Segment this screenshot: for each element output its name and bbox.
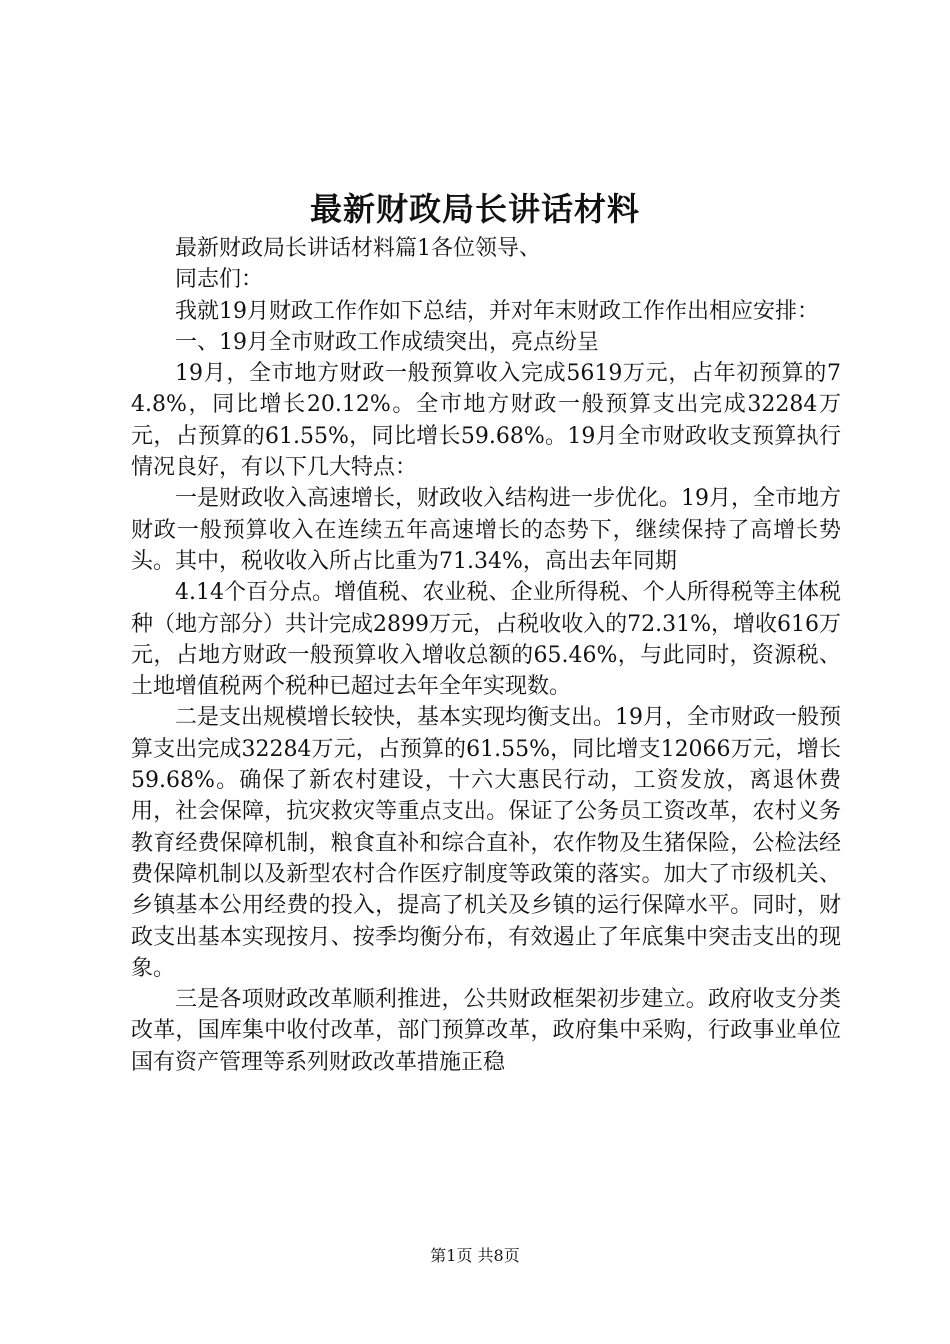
page-number-footer: 第1页 共8页	[430, 1246, 520, 1265]
document-body	[131, 233, 841, 1078]
document-title: 最新财政局长讲话材料	[309, 190, 640, 228]
paragraph-feature-1-cont: 4.14个百分点。增值税、农业税、企业所得税、个人所得税等主体税种（地方部分）共计完成2899万元，占税收收入的72.31%，增收616万元，占地方财政一般预算收入增收总额的65.46%，与此同时，资源税、土地增值税两个税种已超过去年全年实现数。	[131, 580, 841, 700]
paragraph-opening: 我就19月财政工作作如下总结，并对年末财政工作作出相应安排：	[175, 298, 819, 324]
paragraph-feature-1: 一是财政收入高速增长，财政收入结构进一步优化。19月，全市地方财政一般预算收入在连续五年高速增长的态势下，继续保持了高增长势头。其中，税收收入所占比重为71.34%，高出去年同期	[131, 486, 841, 574]
paragraph-feature-3: 三是各项财政改革顺利推进，公共财政框架初步建立。政府收支分类改革，国库集中收付改革，部门预算改革，政府集中采购，行政事业单位国有资产管理等系列财政改革措施正稳	[131, 987, 841, 1075]
paragraph-salutation: 同志们：	[175, 267, 264, 293]
section-heading-1: 一、19月全市财政工作成绩突出，亮点纷呈	[175, 329, 599, 355]
paragraph-feature-2: 二是支出规模增长较快，基本实现均衡支出。19月，全市财政一般预算支出完成32284万元，占预算的61.55%，同比增支12066万元，增长59.68%。确保了新农村建设，十六大惠民行动，工资发放，离退休费用，社会保障，抗灾救灾等重点支出。保证了公务员工资改革，农村义务教育经费保障机制，粮食直补和综合直补，农作物及生猪保险，公检法经费保障机制以及新型农村合作医疗制度等政策的落实。加大了市级机关、乡镇基本公用经费的投入，提高了机关及乡镇的运行保障水平。同时，财政支出基本实现按月、按季均衡分布，有效遏止了年底集中突击支出的现象。	[131, 705, 841, 981]
paragraph-intro: 最新财政局长讲话材料篇1各位领导、	[175, 236, 541, 261]
paragraph-summary-figures: 19月，全市地方财政一般预算收入完成5619万元，占年初预算的74.8%，同比增长20.12%。全市地方财政一般预算支出完成32284万元，占预算的61.55%，同比增长59.68%。19月全市财政收支预算执行情况良好，有以下几大特点：	[131, 361, 841, 481]
